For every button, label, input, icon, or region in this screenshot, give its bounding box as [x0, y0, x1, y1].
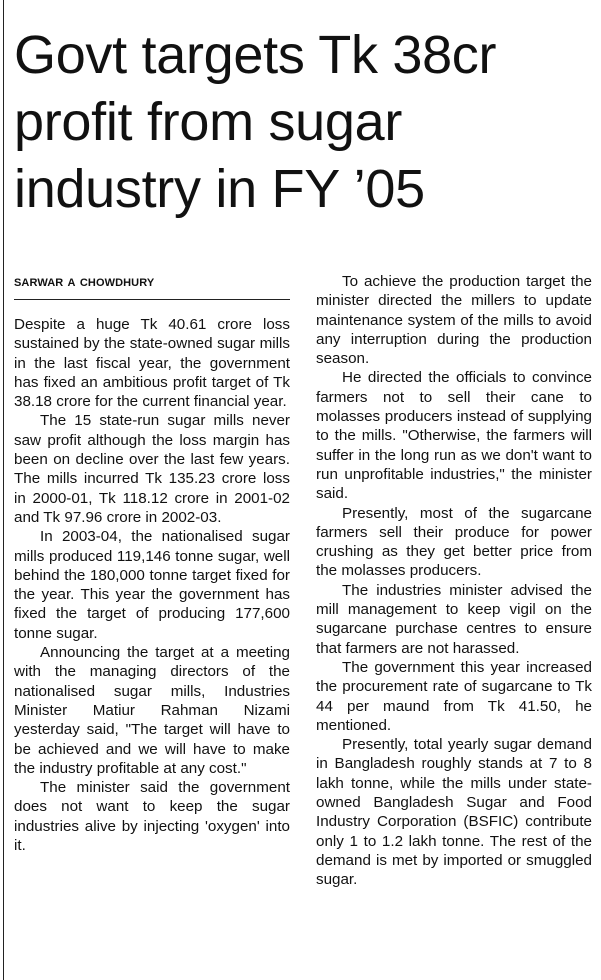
paragraph-right-3: Presently, most of the sugarcane farmers sell their produce for power crushing as they get better price from the molasses producers.: [316, 504, 592, 580]
paragraph-left-4: Announcing the target at a meeting with the managing directors of the nationalised sugar mills, Industries Minister Matiur Rahman Nizami yesterday said, "The target will have to be achieved and we will have to make the industry profitable at any cost.": [14, 644, 290, 777]
paragraph-right-4: The industries minister advised the mill management to keep vigil on the sugarcane purchase centres to ensure that farmers are not harassed.: [316, 581, 592, 657]
paragraph-left-1: Despite a huge Tk 40.61 crore loss sustained by the state-owned sugar mills in the last fiscal year, the government has fixed an ambitious profit target of Tk 38.18 crore for the current financial year.: [14, 316, 290, 411]
byline-text: sarwar a chowdhury: [14, 273, 155, 290]
page-edge-rule: [3, 0, 4, 980]
paragraph-left-2: The 15 state-run sugar mills never saw profit although the loss margin has been on decline over the last few years. The mills incurred Tk 135.23 crore loss in 2000-01, Tk 118.12 crore in 2001-02 and Tk 97.96 crore in 2002-03.: [14, 412, 290, 526]
article-column-left: [14, 272, 290, 855]
paragraph-left-5: The minister said the government does not want to keep the sugar industries alive by injecting 'oxygen' into it.: [14, 779, 290, 855]
headline: Govt targets Tk 38cr profit from sugar industry in FY ’05: [14, 25, 497, 219]
paragraph-left-3: In 2003-04, the nationalised sugar mills produced 119,146 tonne sugar, well behind the 180,000 tonne target fixed for the year. This year the government has fixed the target of producing 177,600 tonne sugar.: [14, 528, 290, 642]
paragraph-right-1: To achieve the production target the minister directed the millers to update maintenance system of the mills to avoid any interruption during the production season.: [316, 273, 592, 368]
article-column-right: [316, 272, 592, 890]
paragraph-right-2: He directed the officials to convince farmers not to sell their cane to molasses producers instead of supplying to the mills. "Otherwise, the farmers will suffer in the long run as we don't want to run unprofitable industries," the minister said.: [316, 369, 592, 503]
byline-divider: [14, 299, 290, 300]
paragraph-right-5: The government this year increased the procurement rate of sugarcane to Tk 44 per maund from Tk 41.50, he mentioned.: [316, 658, 592, 734]
byline: [14, 272, 290, 291]
paragraph-right-6: Presently, total yearly sugar demand in Bangladesh roughly stands at 7 to 8 lakh tonne, while the mills under state-owned Bangladesh Sugar and Food Industry Corporation (BSFIC) contribute only 1 to 1.2 lakh tonne. The rest of the demand is met by imported or smuggled sugar.: [316, 736, 592, 889]
